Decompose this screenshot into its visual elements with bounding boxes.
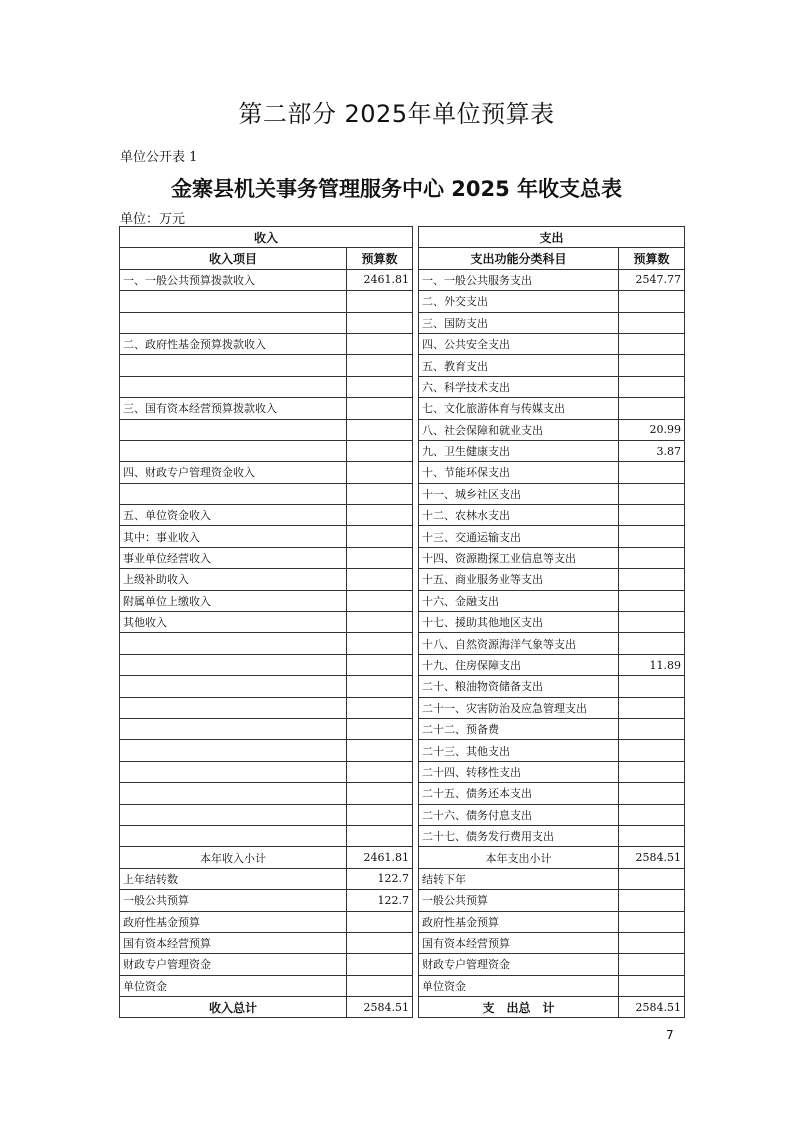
expense-amount (619, 376, 685, 397)
expense-amount (619, 825, 685, 846)
income-item: 上级补助收入 (120, 569, 347, 590)
income-item (120, 761, 347, 782)
table-row (120, 312, 685, 333)
table-row (120, 547, 685, 568)
expense-amount (619, 761, 685, 782)
expense-amount (619, 890, 685, 911)
income-amount (347, 975, 413, 996)
expense-amount: 2547.77 (619, 269, 685, 290)
table-row (120, 419, 685, 440)
table-row (120, 569, 685, 590)
expense-item: 五、教育支出 (419, 355, 619, 376)
total-row (120, 997, 685, 1018)
income-amount (347, 355, 413, 376)
expense-total-label: 支 出总 计 (419, 997, 619, 1018)
income-item (120, 676, 347, 697)
income-item (120, 783, 347, 804)
expense-item: 三、国防支出 (419, 312, 619, 333)
income-amount (347, 612, 413, 633)
income-amount (347, 911, 413, 932)
income-item: 国有资本经营预算 (120, 932, 347, 953)
income-item: 其他收入 (120, 612, 347, 633)
expense-amount (619, 676, 685, 697)
expense-amount-header: 预算数 (619, 248, 685, 269)
expense-item: 二十、粮油物资储备支出 (419, 676, 619, 697)
income-amount-header: 预算数 (347, 248, 413, 269)
income-item: 单位资金 (120, 975, 347, 996)
expense-item: 十三、交通运输支出 (419, 526, 619, 547)
expense-amount (619, 398, 685, 419)
expense-item: 财政专户管理资金 (419, 954, 619, 975)
expense-item: 十五、商业服务业等支出 (419, 569, 619, 590)
table-row (120, 462, 685, 483)
table-row (120, 505, 685, 526)
income-amount (347, 590, 413, 611)
expense-amount (619, 911, 685, 932)
income-item-header: 收入项目 (120, 248, 347, 269)
part-title: 第二部分 2025年单位预算表 (238, 100, 555, 128)
carry-row (120, 911, 685, 932)
income-item (120, 376, 347, 397)
table-row (120, 761, 685, 782)
expense-amount: 3.87 (619, 440, 685, 461)
income-item: 二、政府性基金预算拨款收入 (120, 333, 347, 354)
expense-item: 十九、住房保障支出 (419, 654, 619, 675)
income-item (120, 483, 347, 504)
income-amount (347, 761, 413, 782)
expense-amount (619, 312, 685, 333)
page-title: 金寨县机关事务管理服务中心 2025 年收支总表 (170, 177, 623, 201)
expense-item: 四、公共安全支出 (419, 333, 619, 354)
header-row-1 (120, 227, 685, 248)
income-subtotal-label: 本年收入小计 (120, 847, 347, 868)
income-amount (347, 633, 413, 654)
table-row (120, 483, 685, 504)
table-row (120, 398, 685, 419)
income-amount (347, 718, 413, 739)
income-amount (347, 783, 413, 804)
income-item: 其中：事业收入 (120, 526, 347, 547)
expense-amount (619, 291, 685, 312)
income-item (120, 633, 347, 654)
expense-item: 二十五、债务还本支出 (419, 783, 619, 804)
expense-item: 十一、城乡社区支出 (419, 483, 619, 504)
table-row (120, 676, 685, 697)
table-row (120, 718, 685, 739)
expense-amount (619, 740, 685, 761)
income-amount (347, 569, 413, 590)
income-item: 三、国有资本经营预算拨款收入 (120, 398, 347, 419)
table-row (120, 376, 685, 397)
income-item: 一、一般公共预算拨款收入 (120, 269, 347, 290)
expense-item: 一、一般公共服务支出 (419, 269, 619, 290)
expense-amount (619, 333, 685, 354)
expense-amount (619, 718, 685, 739)
income-amount (347, 676, 413, 697)
income-amount: 2461.81 (347, 269, 413, 290)
expense-item: 十八、自然资源海洋气象等支出 (419, 633, 619, 654)
income-amount (347, 697, 413, 718)
expense-amount (619, 633, 685, 654)
expense-amount (619, 932, 685, 953)
income-amount (347, 526, 413, 547)
expense-item: 单位资金 (419, 975, 619, 996)
income-item (120, 355, 347, 376)
expense-item: 二、外交支出 (419, 291, 619, 312)
expense-amount (619, 590, 685, 611)
expense-amount (619, 569, 685, 590)
page-number: 7 (666, 1028, 674, 1042)
income-amount (347, 462, 413, 483)
subtotal-row (120, 847, 685, 868)
income-amount (347, 954, 413, 975)
income-item (120, 419, 347, 440)
expense-item: 十、节能环保支出 (419, 462, 619, 483)
carry-row (120, 954, 685, 975)
expense-item: 十七、援助其他地区支出 (419, 612, 619, 633)
income-amount (347, 291, 413, 312)
income-amount (347, 804, 413, 825)
income-amount (347, 398, 413, 419)
expense-item-header: 支出功能分类科目 (419, 248, 619, 269)
expense-amount (619, 462, 685, 483)
expense-amount (619, 355, 685, 376)
income-item: 事业单位经营收入 (120, 547, 347, 568)
carry-row (120, 890, 685, 911)
income-amount (347, 505, 413, 526)
expense-item: 七、文化旅游体育与传媒支出 (419, 398, 619, 419)
table-row (120, 697, 685, 718)
expense-item: 二十七、债务发行费用支出 (419, 825, 619, 846)
expense-amount (619, 868, 685, 889)
expense-item: 二十四、转移性支出 (419, 761, 619, 782)
income-item (120, 291, 347, 312)
expense-header: 支出 (419, 227, 685, 248)
expense-amount (619, 697, 685, 718)
expense-amount (619, 975, 685, 996)
expense-amount (619, 526, 685, 547)
income-item: 五、单位资金收入 (120, 505, 347, 526)
table-row (120, 825, 685, 846)
unit-label: 单位：万元 (120, 212, 186, 227)
table-row (120, 783, 685, 804)
income-item: 政府性基金预算 (120, 911, 347, 932)
carry-row (120, 975, 685, 996)
income-amount (347, 440, 413, 461)
income-item (120, 718, 347, 739)
expense-amount (619, 612, 685, 633)
income-amount (347, 825, 413, 846)
income-item: 附属单位上缴收入 (120, 590, 347, 611)
income-item (120, 440, 347, 461)
income-amount (347, 419, 413, 440)
table-row (120, 590, 685, 611)
income-total-label: 收入总计 (120, 997, 347, 1018)
expense-amount (619, 505, 685, 526)
table-row (120, 526, 685, 547)
carry-row (120, 868, 685, 889)
table-row (120, 269, 685, 290)
table-row (120, 291, 685, 312)
expense-item: 政府性基金预算 (419, 911, 619, 932)
income-amount (347, 333, 413, 354)
income-item: 四、财政专户管理资金收入 (120, 462, 347, 483)
income-amount (347, 654, 413, 675)
income-amount (347, 312, 413, 333)
table-row (120, 633, 685, 654)
table-row (120, 804, 685, 825)
income-item (120, 697, 347, 718)
expense-subtotal-label: 本年支出小计 (419, 847, 619, 868)
expense-subtotal-amount: 2584.51 (619, 847, 685, 868)
table-row (120, 333, 685, 354)
expense-amount (619, 547, 685, 568)
expense-item: 六、科学技术支出 (419, 376, 619, 397)
expense-amount (619, 483, 685, 504)
expense-item: 二十六、债务付息支出 (419, 804, 619, 825)
table-row (120, 440, 685, 461)
income-item: 上年结转数 (120, 868, 347, 889)
expense-item: 二十一、灾害防治及应急管理支出 (419, 697, 619, 718)
income-amount: 122.7 (347, 868, 413, 889)
expense-item: 九、卫生健康支出 (419, 440, 619, 461)
expense-amount (619, 954, 685, 975)
income-item (120, 654, 347, 675)
expense-item: 十二、农林水支出 (419, 505, 619, 526)
table-row (120, 654, 685, 675)
income-item (120, 804, 347, 825)
table-row (120, 355, 685, 376)
expense-total-amount: 2584.51 (619, 997, 685, 1018)
income-amount (347, 932, 413, 953)
expense-amount (619, 804, 685, 825)
income-item: 一般公共预算 (120, 890, 347, 911)
table-row (120, 740, 685, 761)
income-header: 收入 (120, 227, 413, 248)
expense-item: 十六、金融支出 (419, 590, 619, 611)
income-amount (347, 376, 413, 397)
income-item (120, 825, 347, 846)
income-item (120, 312, 347, 333)
income-amount (347, 483, 413, 504)
expense-amount (619, 783, 685, 804)
income-amount: 122.7 (347, 890, 413, 911)
budget-summary-table (119, 226, 685, 1018)
income-total-amount: 2584.51 (347, 997, 413, 1018)
expense-item: 结转下年 (419, 868, 619, 889)
income-amount (347, 547, 413, 568)
expense-amount: 11.89 (619, 654, 685, 675)
expense-item: 八、社会保障和就业支出 (419, 419, 619, 440)
table-row (120, 612, 685, 633)
expense-item: 一般公共预算 (419, 890, 619, 911)
income-item (120, 740, 347, 761)
header-row-2 (120, 248, 685, 269)
income-item: 财政专户管理资金 (120, 954, 347, 975)
carry-row (120, 932, 685, 953)
expense-item: 二十二、预备费 (419, 718, 619, 739)
expense-amount: 20.99 (619, 419, 685, 440)
expense-item: 二十三、其他支出 (419, 740, 619, 761)
income-subtotal-amount: 2461.81 (347, 847, 413, 868)
expense-item: 十四、资源勘探工业信息等支出 (419, 547, 619, 568)
table-number: 单位公开表 1 (120, 150, 198, 165)
expense-item: 国有资本经营预算 (419, 932, 619, 953)
income-amount (347, 740, 413, 761)
